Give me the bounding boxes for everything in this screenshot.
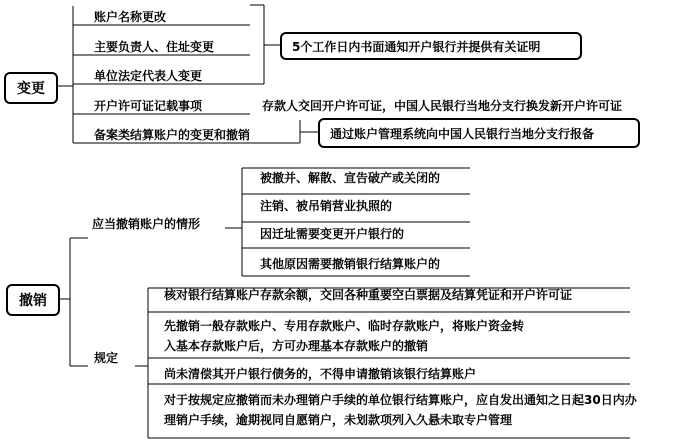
rules-label: 规定 (94, 351, 119, 365)
cancel-root-node (6, 284, 60, 316)
filing-note-box (318, 118, 640, 148)
situation-item-3: 因迁址需要变更开户银行的 (260, 227, 405, 241)
change-root-label: 变更 (17, 81, 45, 97)
permit-note: 存款人交回开户许可证，中国人民银行当地分支行换发新开户许可证 (262, 99, 623, 113)
change-item-permit: 开户许可证记载事项 (94, 99, 203, 113)
change-item-legal-rep: 单位法定代表人变更 (94, 69, 203, 83)
cancel-root-label: 撤销 (19, 293, 47, 309)
rule-item-3: 尚未清偿其开户银行债务的，不得申请撤销该银行结算账户 (164, 367, 477, 381)
situations-label: 应当撤销账户的情形 (92, 217, 201, 231)
change-item-filing: 备案类结算账户的变更和撤销 (94, 128, 251, 142)
notify-text: 5个工作日内书面通知开户银行并提供有关证明 (292, 39, 541, 54)
situation-item-1: 被撤并、解散、宣告破产或关闭的 (260, 171, 441, 185)
situation-item-2: 注销、被吊销营业执照的 (260, 199, 393, 213)
rule-item-1: 核对银行结算账户存款余额，交回各种重要空白票据及结算凭证和开户许可证 (164, 288, 573, 302)
rule-item-4: 对于按规定应撤销而未办理销户手续的单位银行结算账户，应自发出通知之日起30日内办理销户手续，逾期视同自愿销户，未划款项列入久悬未取专户管理 (164, 393, 637, 427)
filing-note-text: 通过账户管理系统向中国人民银行当地分支行报备 (330, 126, 595, 141)
change-root-node (4, 72, 58, 104)
change-item-principal: 主要负责人、住址变更 (94, 40, 215, 54)
rule-item-2: 先撤销一般存款账户、专用存款账户、临时存款账户，将账户资金转入基本存款账户后，方可办理基本存款账户的撤销 (164, 319, 525, 353)
notify-box (280, 32, 582, 60)
situation-item-4: 其他原因需要撤销银行结算账户的 (260, 257, 441, 271)
change-item-name: 账户名称更改 (94, 10, 167, 24)
